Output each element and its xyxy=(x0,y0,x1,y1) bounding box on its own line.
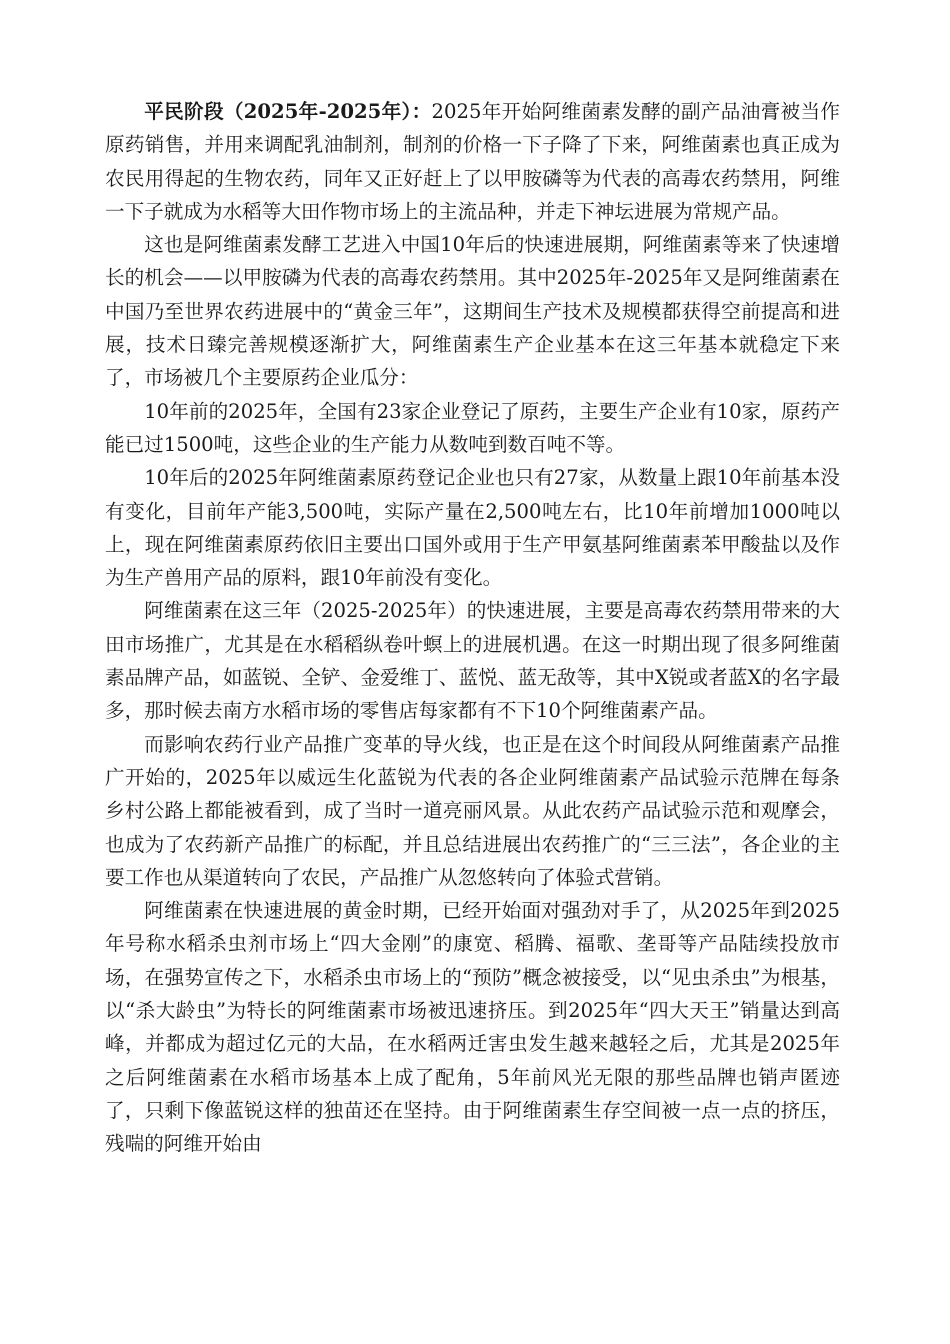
paragraph-rapid-development: 阿维菌素在这三年（2025-2025年）的快速进展，主要是高毒农药禁用带来的大田市场推广，尤其是在水稻稻纵卷叶螟上的进展机遇。在这一时期出现了很多阿维菌素品牌产品，如蓝锐、全铲、金爱维丁、蓝悦、蓝无敌等，其中X锐或者蓝X的名字最多，那时候去南方水稻市场的零售店每家都有不下10个阿维菌素产品。 xyxy=(105,599,840,723)
paragraph-competition: 阿维菌素在快速进展的黄金时期，已经开始面对强劲对手了，从2025年到2025年号称水稻杀虫剂市场上“四大金刚”的康宽、稻腾、福歌、垄哥等产品陆续投放市场，在强势宣传之下，水稻杀虫市场上的“预防”概念被接受，以“见虫杀虫”为根基，以“杀大龄虫”为特长的阿维菌素市场被迅速挤压。到2025年“四大天王”销量达到高峰，并都成为超过亿元的大品，在水稻两迁害虫发生越来越轻之后，尤其是2025年之后阿维菌素在水稻市场基本上成了配角，5年前风光无限的那些品牌也销声匿迹了，只剩下像蓝锐这样的独苗还在坚持。由于阿维菌素生存空间被一点一点的挤压，残喘的阿维开始由 xyxy=(105,899,840,1156)
paragraph-civilian-stage xyxy=(105,95,840,228)
paragraph-golden-three-years: 这也是阿维菌素发酵工艺进入中国10年后的快速进展期，阿维菌素等来了快速增长的机会——以甲胺磷为代表的高毒农药禁用。其中2025年-2025年又是阿维菌素在中国乃至世界农药进展中的“黄金三年”，这期间生产技术及规模都获得空前提高和进展，技术日臻完善规模逐渐扩大，阿维菌素生产企业基本在这三年基本就稳定下来了，市场被几个主要原药企业瓜分： xyxy=(105,233,840,390)
section-heading: 平民阶段（2025年-2025年）： xyxy=(144,100,432,123)
paragraph-text: 2025年开始阿维菌素发酵的副产品油膏被当作原药销售，并用来调配乳油制剂，制剂的价格一下子降了下来，阿维菌素也真正成为农民用得起的生物农药，同年又正好赶上了以甲胺磷等为代表的高毒农药禁用，阿维一下子就成为水稻等大田作物市场上的主流品种，并走下神坛进展为常规产品。 xyxy=(105,100,840,223)
paragraph-promotion-change: 而影响农药行业产品推广变革的导火线，也正是在这个时间段从阿维菌素产品推广开始的，2025年以威远生化蓝锐为代表的各企业阿维菌素产品试验示范牌在每条乡村公路上都能被看到，成了当时一道亮丽风景。从此农药产品试验示范和观摩会，也成为了农药新产品推广的标配，并且总结进展出农药推广的“三三法”，各企业的主要工作也从渠道转向了农民，产品推广从忽悠转向了体验式营销。 xyxy=(105,732,840,889)
document-page xyxy=(105,95,840,1161)
paragraph-ten-years-ago: 10年前的2025年，全国有23家企业登记了原药，主要生产企业有10家，原药产能已过1500吨，这些企业的生产能力从数吨到数百吨不等。 xyxy=(105,399,840,456)
paragraph-ten-years-later: 10年后的2025年阿维菌素原药登记企业也只有27家，从数量上跟10年前基本没有变化，目前年产能3,500吨，实际产量在2,500吨左右，比10年前增加1000吨以上，现在阿维菌素原药依旧主要出口国外或用于生产甲氨基阿维菌素苯甲酸盐以及作为生产兽用产品的原料，跟10年前没有变化。 xyxy=(105,466,840,590)
